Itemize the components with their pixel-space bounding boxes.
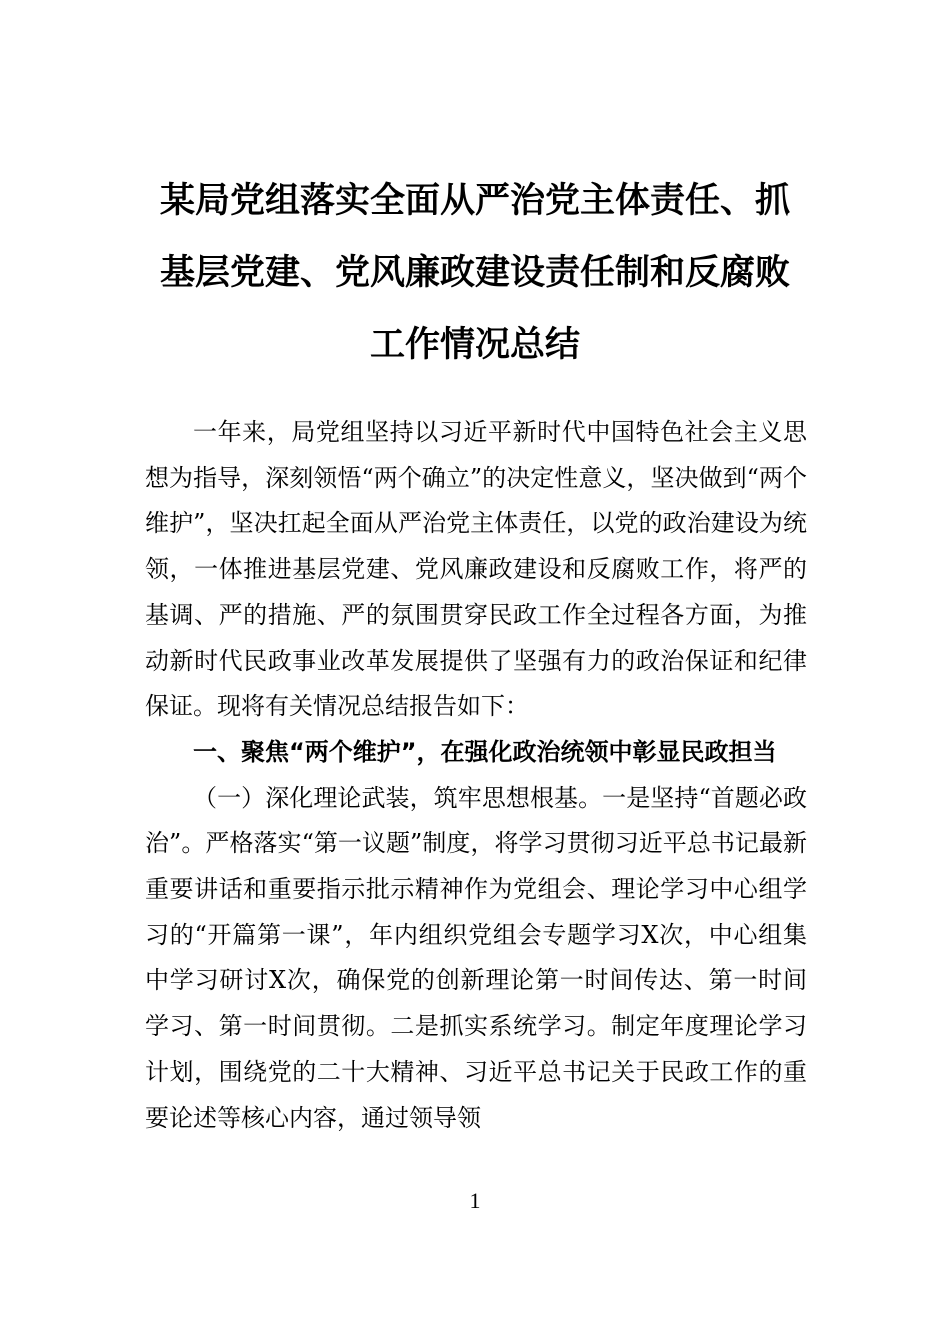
body-paragraph: （一）深化理论武装，筑牢思想根基。一是坚持“首题必政治”。严格落实“第一议题”制度，将学习贯彻习近平总书记最新重要讲话和重要指示批示精神作为党组会、理论学习中心组学习的“开篇第一课”，年内组织党组会专题学习X次，中心组集中学习研讨X次，确保党的创新理论第一时间传达、第一时间学习、第一时间贯彻。二是抓实系统学习。制定年度理论学习计划，围绕党的二十大精神、习近平总书记关于民政工作的重要论述等核心内容，通过领导领 — [145, 783, 807, 1132]
page-number: 1 — [469, 1188, 481, 1213]
section-heading: 一、聚焦“两个维护”，在强化政治统领中彰显民政担当 — [193, 737, 777, 766]
document-title — [120, 165, 830, 381]
title-line-1: 某局党组落实全面从严治党主体责任、抓 — [159, 180, 790, 221]
title-line-3: 工作情况总结 — [369, 324, 580, 365]
intro-paragraph: 一年来，局党组坚持以习近平新时代中国特色社会主义思想为指导，深刻领悟“两个确立”的决定性意义，坚决做到“两个维护”，坚决扛起全面从严治党主体责任，以党的政治建设为统领，一体推进基层党建、党风廉政建设和反腐败工作，将严的基调、严的措施、严的氛围贯穿民政工作全过程各方面，为推动新时代民政事业改革发展提供了坚强有力的政治保证和纪律保证。现将有关情况总结报告如下： — [145, 418, 807, 721]
document-body — [145, 410, 807, 1141]
title-line-2: 基层党建、党风廉政建设责任制和反腐败 — [159, 252, 790, 293]
